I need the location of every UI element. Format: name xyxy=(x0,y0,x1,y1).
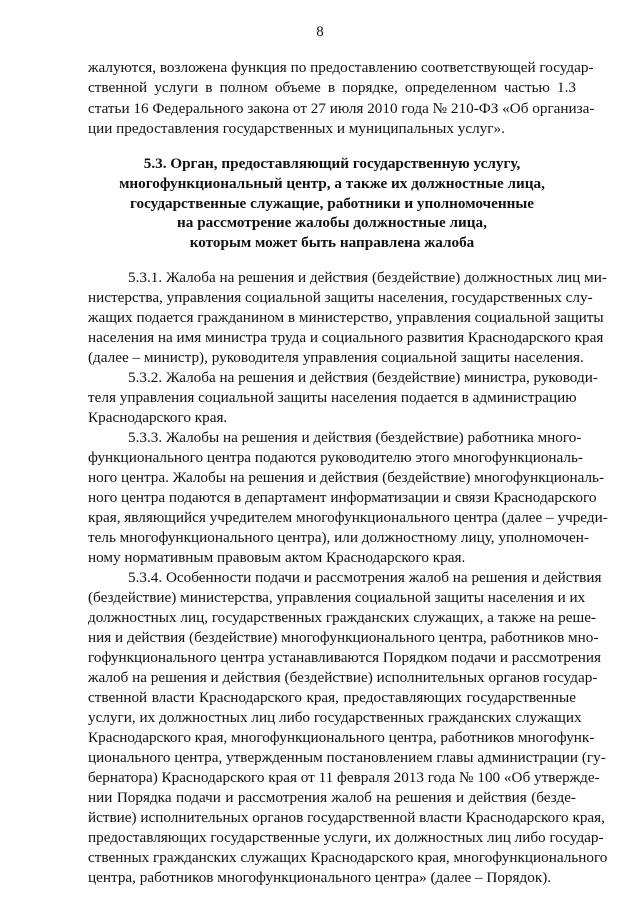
text-line: (далее – министр), руководителя управления социальной защиты населения. xyxy=(88,349,584,366)
text-line: нистерства, управления социальной защиты населения, государственных слу- xyxy=(88,289,593,306)
heading-line: многофункциональный центр, а также их должностные лица, xyxy=(119,175,545,192)
text-line: теля управления социальной защиты населения подается в администрацию xyxy=(88,389,577,406)
text-line: нии Порядка подачи и рассмотрения жалоб на решения и действия (безде- xyxy=(88,789,576,806)
text-line: Краснодарского края, многофункционального центра, работников многофунк- xyxy=(88,729,595,746)
intro-line: ции предоставления государственных и муниципальных услуг». xyxy=(88,120,505,137)
text-line: (бездействие) министерства, управления социальной защиты населения и их xyxy=(88,589,586,606)
text-line: ному нормативным правовым актом Краснодарского края. xyxy=(88,549,466,566)
text-line: жащих подается гражданином в министерство, управления социальной защиты xyxy=(88,309,604,326)
text-line: ственной власти Краснодарского края, предоставляющих государственные xyxy=(88,689,576,706)
text-line: населения на имя министра труда и социального развития Краснодарского края xyxy=(88,329,604,346)
text-line: края, являющийся учредителем многофункционального центра (далее – учреди- xyxy=(88,509,608,526)
text-line: услуги, их должностных лиц либо государственных гражданских служащих xyxy=(88,709,582,726)
text-line: ния и действия (бездействие) многофункционального центра, работников мно- xyxy=(88,629,599,646)
text-line: 5.3.4. Особенности подачи и рассмотрения жалоб на решения и действия xyxy=(128,569,602,586)
text-line: жалоб на решения и действия (бездействие) исполнительных органов государ- xyxy=(88,669,598,686)
text-line: предоставляющих государственные услуги, их должностных лиц либо государ- xyxy=(88,829,604,846)
heading-line: которым может быть направлена жалоба xyxy=(189,234,475,251)
text-line: 5.3.1. Жалоба на решения и действия (бездействие) должностных лиц ми- xyxy=(128,269,607,286)
text-line: центра, работников многофункционального центра» (далее – Порядок). xyxy=(88,869,552,886)
page-number: 8 xyxy=(316,24,324,40)
text-line: 5.3.2. Жалоба на решения и действия (бездействие) министра, руководи- xyxy=(128,369,598,386)
text-line: йствие) исполнительных органов государственной власти Краснодарского края, xyxy=(88,809,605,826)
text-line: бернатора) Краснодарского края от 11 февраля 2013 года № 100 «Об утвержде- xyxy=(88,769,600,786)
heading-line: государственные служащие, работники и уполномоченные xyxy=(130,195,534,212)
intro-line: жалуются, возложена функция по предоставлению соответствующей государ- xyxy=(88,59,594,76)
text-line: гофункционального центра устанавливаются Порядком подачи и рассмотрения xyxy=(88,649,601,666)
text-line: функционального центра подаются руководителю этого многофункциональ- xyxy=(88,449,583,466)
text-line: Краснодарского края. xyxy=(88,409,228,426)
text-line: ционального центра, утвержденным постановлением главы администрации (гу- xyxy=(88,749,606,766)
text-line: тель многофункционального центра), или должностному лицу, уполномочен- xyxy=(88,529,589,546)
intro-line: ственной услуги в полном объеме в порядке, определенном частью 1.3 xyxy=(88,79,576,96)
heading-line: 5.3. Орган, предоставляющий государственную услугу, xyxy=(143,155,521,172)
intro-line: статьи 16 Федерального закона от 27 июля 2010 года № 210-ФЗ «Об организа- xyxy=(88,100,595,117)
text-line: должностных лиц, государственных гражданских служащих, а также на реше- xyxy=(88,609,596,626)
heading-line: на рассмотрение жалобы должностные лица, xyxy=(177,214,487,231)
text-line: ного центра подаются в департамент информатизации и связи Краснодарского xyxy=(88,489,597,506)
text-line: ного центра. Жалобы на решения и действия (бездействие) многофункциональ- xyxy=(88,469,605,486)
text-line: 5.3.3. Жалобы на решения и действия (бездействие) работника много- xyxy=(128,429,582,446)
text-line: ственных гражданских служащих Краснодарского края, многофункционального xyxy=(88,849,608,866)
